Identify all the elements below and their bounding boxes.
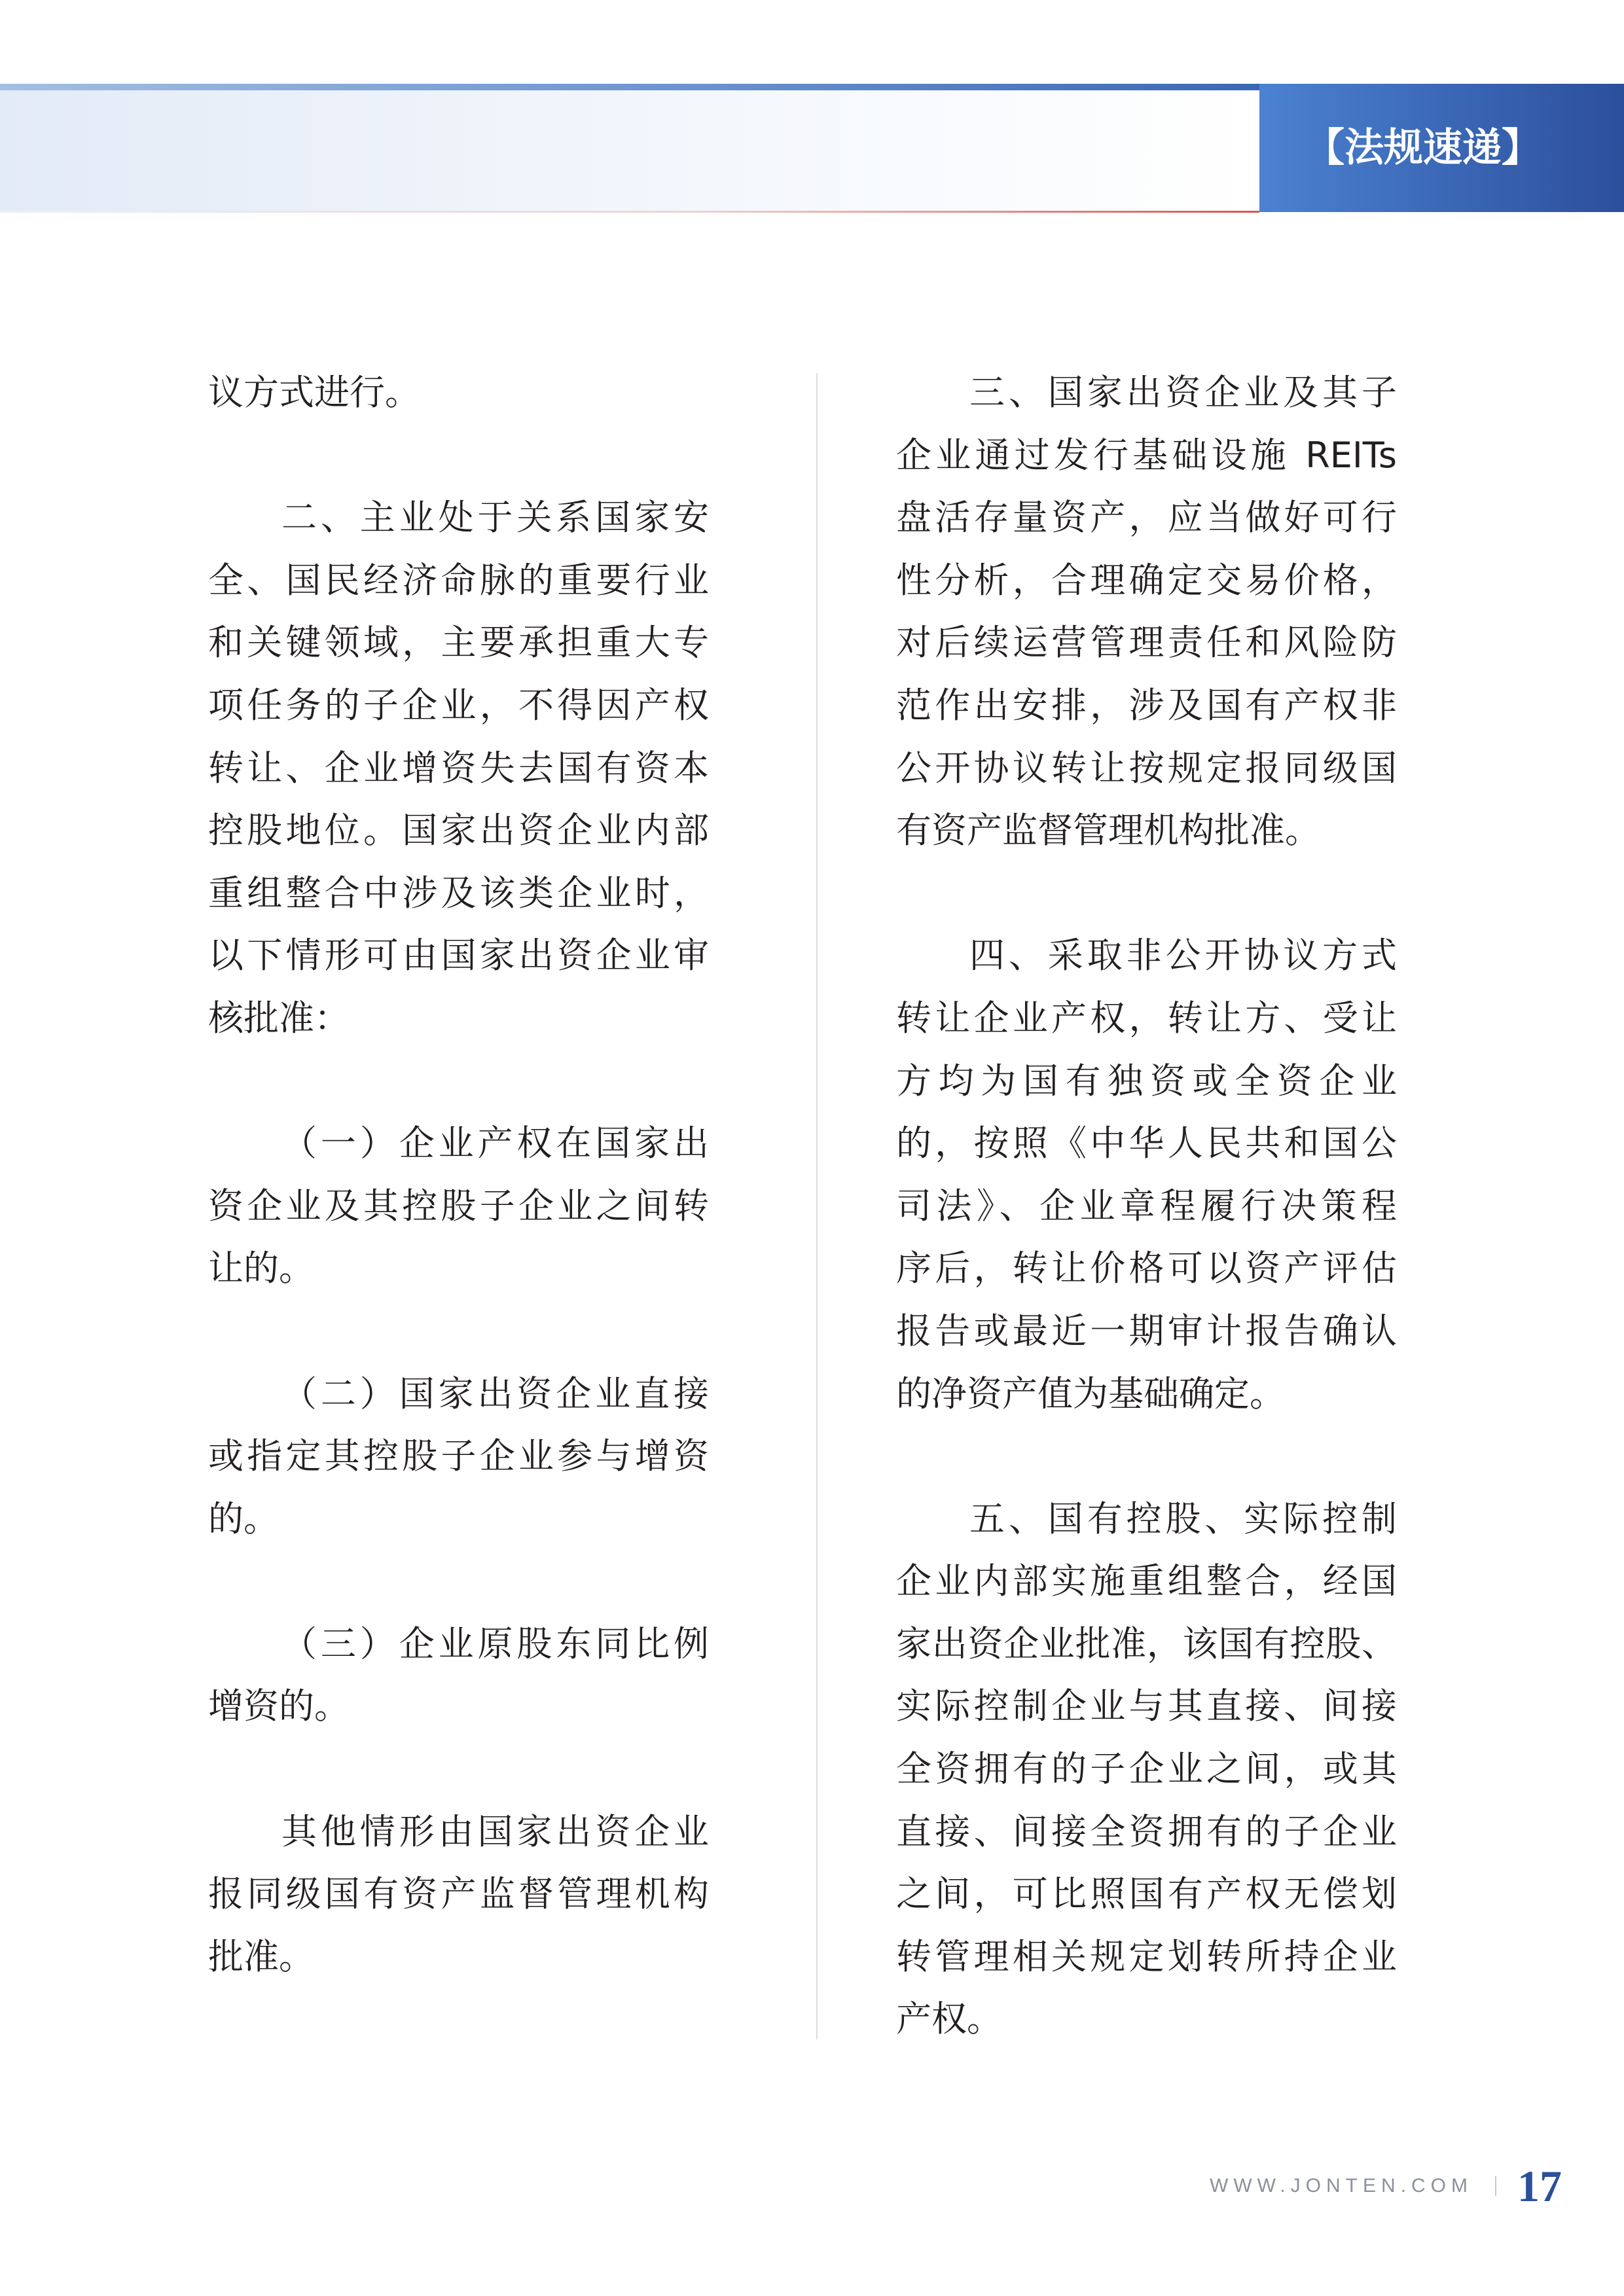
text-line: 三、国家出资企业及其子 — [969, 372, 1397, 413]
text-line: 议方式进行。 — [208, 372, 420, 413]
text-line: 项任务的子企业，不得因产权 — [208, 684, 709, 726]
section-label: 【法规速递】 — [1305, 125, 1541, 171]
text-line: 直接、间接全资拥有的子企业 — [896, 1810, 1397, 1852]
page-number: 17 — [1517, 2161, 1562, 2211]
right-column — [896, 361, 1397, 2051]
text-line: 批准。 — [208, 1935, 314, 1977]
text-line: 的，按照《中华人民共和国公 — [896, 1122, 1397, 1164]
text-line: 其他情形由国家出资企业 — [281, 1810, 709, 1852]
text-line: 二、主业处于关系国家安 — [281, 497, 709, 539]
header-top-rule — [0, 84, 1259, 90]
text-line: 控股地位。国家出资企业内部 — [208, 810, 709, 852]
text-line: 报告或最近一期审计报告确认 — [896, 1310, 1397, 1352]
text-line: 重组整合中涉及该类企业时， — [208, 872, 709, 914]
footer-website: WWW.JONTEN.COM — [1210, 2175, 1473, 2197]
text-line: 增资的。 — [208, 1685, 350, 1727]
text-line: 的。 — [208, 1498, 279, 1539]
text-line: 产权。 — [896, 1998, 1002, 2040]
text-line: （一）企业产权在国家出 — [281, 1122, 709, 1164]
text-line: 盘活存量资产，应当做好可行 — [896, 497, 1397, 539]
text-line: 性分析，合理确定交易价格， — [896, 559, 1397, 601]
left-column — [208, 361, 709, 1988]
text-line: （二）国家出资企业直接 — [281, 1372, 709, 1414]
text-line: 方均为国有独资或全资企业 — [896, 1060, 1397, 1102]
header-bottom-rule — [0, 211, 1259, 213]
text-line: 司法》、企业章程履行决策程 — [896, 1185, 1397, 1227]
paragraph — [896, 1488, 1397, 2051]
text-line: 转让、企业增资失去国有资本 — [208, 747, 709, 789]
text-line: 有资产监督管理机构批准。 — [896, 810, 1320, 852]
text-line: 实际控制企业与其直接、间接 — [896, 1685, 1397, 1727]
paragraph — [208, 1801, 709, 1988]
text-line: 报同级国有资产监督管理机构 — [208, 1873, 709, 1915]
text-line: 资企业及其控股子企业之间转 — [208, 1185, 709, 1227]
text-line: 对后续运营管理责任和风险防 — [896, 622, 1397, 664]
text-line: （三）企业原股东同比例 — [281, 1623, 709, 1664]
text-line: 公开协议转让按规定报同级国 — [896, 747, 1397, 789]
text-line: 让的。 — [208, 1247, 314, 1289]
paragraph — [208, 486, 709, 1049]
text-line: 的净资产值为基础确定。 — [896, 1372, 1285, 1414]
text-line: 以下情形可由国家出资企业审 — [208, 935, 709, 977]
text-line: 五、国有控股、实际控制 — [969, 1498, 1397, 1539]
text-line: 转让企业产权，转让方、受让 — [896, 997, 1397, 1039]
text-line: 企业内部实施重组整合，经国 — [896, 1560, 1397, 1602]
text-line: 企业通过发行基础设施 REITs — [896, 434, 1397, 476]
text-line: 四、采取非公开协议方式 — [969, 935, 1397, 977]
paragraph — [208, 361, 709, 424]
text-line: 序后，转让价格可以资产评估 — [896, 1247, 1397, 1289]
text-line: 或指定其控股子企业参与增资 — [208, 1435, 709, 1477]
paragraph — [208, 1363, 709, 1551]
text-line: 转管理相关规定划转所持企业 — [896, 1935, 1397, 1977]
text-line: 家出资企业批准，该国有控股、 — [896, 1623, 1397, 1664]
text-line: 核批准： — [208, 997, 350, 1039]
text-line: 范作出安排，涉及国有产权非 — [896, 684, 1397, 726]
header-band — [0, 90, 1259, 211]
text-line: 之间，可比照国有产权无偿划 — [896, 1873, 1397, 1915]
footer-separator — [1495, 2176, 1496, 2196]
text-line: 全资拥有的子企业之间，或其 — [896, 1748, 1397, 1790]
text-line: 全、国民经济命脉的重要行业 — [208, 559, 709, 601]
text-line: 和关键领域，主要承担重大专 — [208, 622, 709, 664]
column-divider — [816, 373, 818, 2039]
paragraph — [896, 924, 1397, 1425]
paragraph — [208, 1613, 709, 1738]
paragraph — [208, 1112, 709, 1300]
paragraph — [896, 361, 1397, 862]
section-tag — [1259, 84, 1624, 212]
